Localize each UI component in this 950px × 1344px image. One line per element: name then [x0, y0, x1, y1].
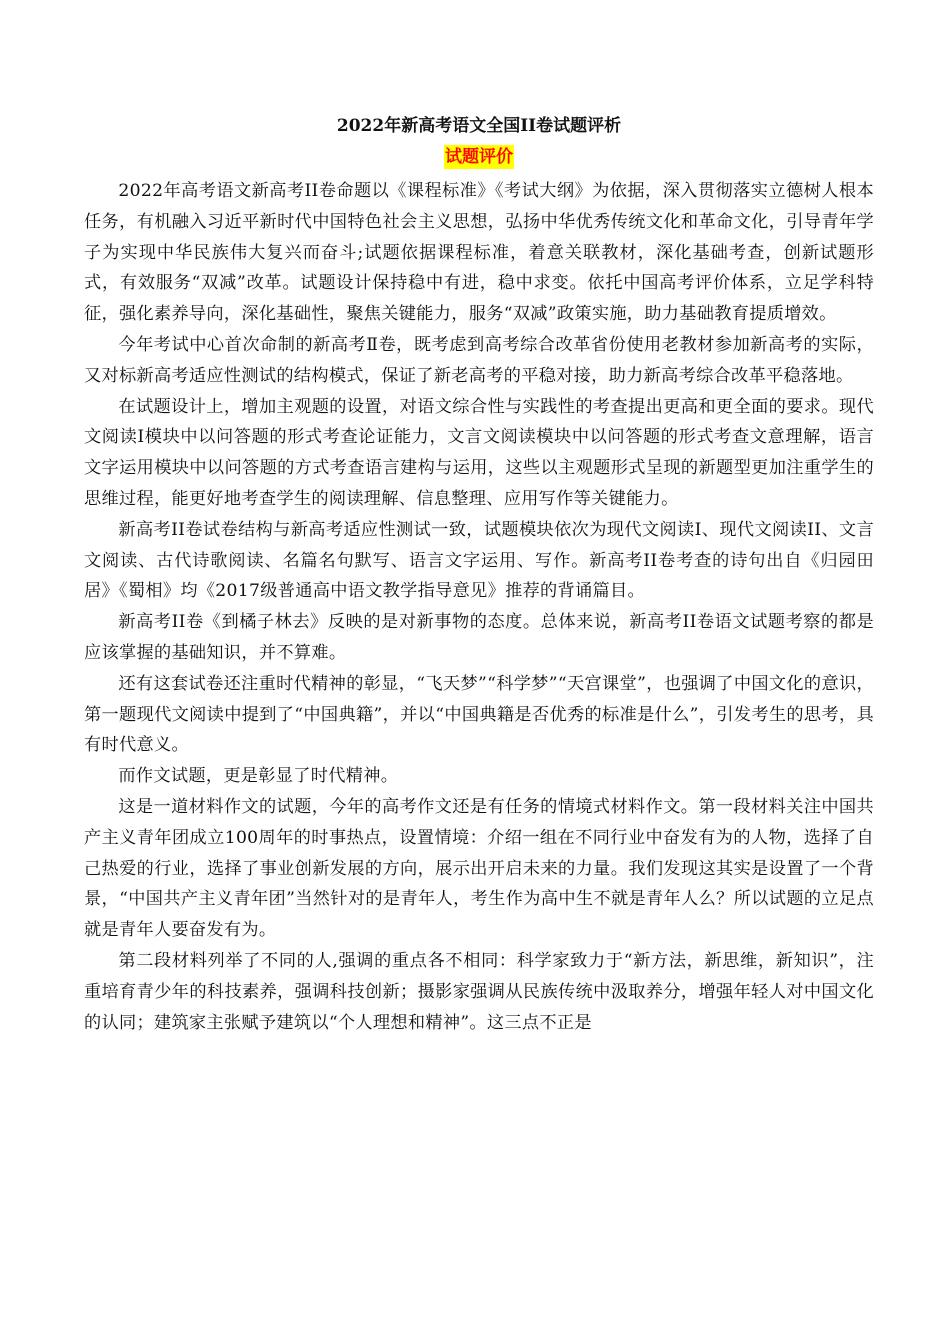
paragraph-second-material: 第二段材料列举了不同的人,强调的重点各不相同：科学家致力于“新方法，新思维，新知识”，注重培育青少年的科技素养，强调科技创新；摄影家强调从民族传统中汲取养分，增强年轻人对中国文化的认同；建筑家主张赋予建筑以“个人理想和精神”。这三点不正是 — [84, 950, 874, 1033]
document-title: 2022年新高考语文全国II卷试题评析 — [336, 116, 622, 136]
paragraph-era-spirit: 还有这套试卷还注重时代精神的彰显，“飞天梦”“科学梦”“天宫课堂”，也强调了中国文化的意识，第一题现代文阅读中提到了“中国典籍”，并以“中国典籍是否优秀的标准是什么”，引发考生的思考，具有时代意义。 — [84, 673, 874, 756]
paragraph-subjective-questions: 在试题设计上，增加主观题的设置，对语文综合性与实践性的考查提出更高和更全面的要求。现代文阅读I模块中以问答题的形式考查论证能力，文言文阅读模块中以问答题的形式考查文意理解，语言文字运用模块中以问答题的方式考查语言建构与运用，这些以主观题形式呈现的新题型更加注重学生的思维过程，能更好地考查学生的阅读理解、信息整理、应用写作等关键能力。 — [84, 396, 874, 509]
document-page — [84, 110, 874, 1038]
paragraph-paper-structure: 新高考II卷试卷结构与新高考适应性测试一致，试题模块依次为现代文阅读I、现代文阅读II、文言文阅读、古代诗歌阅读、名篇名句默写、语言文字运用、写作。新高考II卷考查的诗句出自《归园田居》《蜀相》均《2017级普通高中语文教学指导意见》推荐的背诵篇目。 — [84, 519, 874, 602]
paragraph-exam-paper-design: 今年考试中心首次命制的新高考Ⅱ卷，既考虑到高考综合改革省份使用老教材参加新高考的实际，又对标新高考适应性测试的结构模式，保证了新老高考的平稳对接，助力新高考综合改革平稳落地。 — [84, 334, 874, 386]
paragraph-intro: 2022年高考语文新高考II卷命题以《课程标准》《考试大纲》为依据，深入贯彻落实立德树人根本任务，有机融入习近平新时代中国特色社会主义思想，弘扬中华优秀传统文化和革命文化，引导青年学子为实现中华民族伟大复兴而奋斗;试题依据课程标准，着意关联教材，深化基础考查，创新试题形式，有效服务“双减”改革。试题设计保持稳中有进，稳中求变。依托中国高考评价体系，立足学科特征，强化素养导向，深化基础性，聚焦关键能力，服务“双减”政策实施，助力基础教育提质增效。 — [84, 181, 874, 325]
paragraph-essay-intro: 而作文试题，更是彰显了时代精神。 — [118, 766, 399, 787]
subtitle-wrapper — [84, 142, 874, 172]
paragraph-material-essay: 这是一道材料作文的试题，今年的高考作文还是有任务的情境式材料作文。第一段材料关注中国共产主义青年团成立100周年的时事热点，设置情境：介绍一组在不同行业中奋发有为的人物，选择了自己热爱的行业，选择了事业创新发展的方向，展示出开启未来的力量。我们发现这其实是设置了一个背景，“中国共产主义青年团”当然针对的是青年人，考生作为高中生不就是青年人么？所以试题的立足点就是青年人要奋发有为。 — [84, 796, 874, 941]
section-heading-highlighted: 试题评价 — [445, 147, 513, 167]
paragraph-orange-grove: 新高考II卷《到橘子林去》反映的是对新事物的态度。总体来说，新高考II卷语文试题考察的都是应该掌握的基础知识，并不算难。 — [84, 612, 874, 663]
